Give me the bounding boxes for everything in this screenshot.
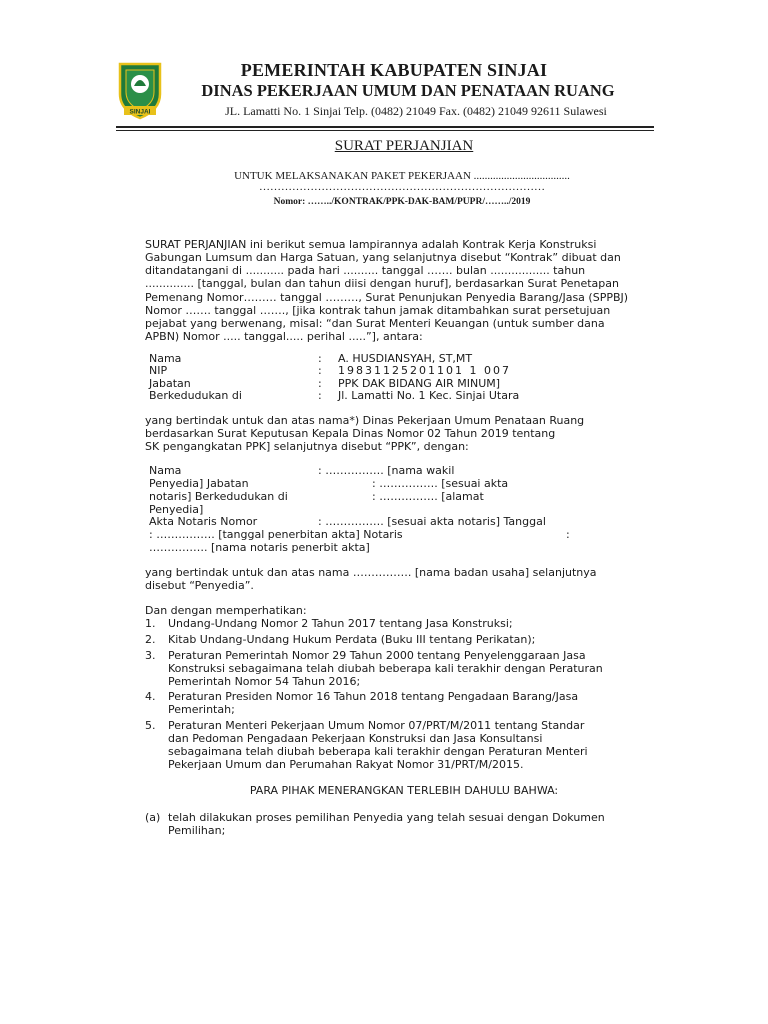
list-item-line: Pekerjaan Umum dan Perumahan Rakyat Nomor 31/PRT/M/2015.	[168, 758, 524, 771]
list-item-line: Undang-Undang Nomor 2 Tahun 2017 tentang Jasa Konstruksi;	[168, 617, 513, 630]
intro-line: Gabungan Lumsum dan Harga Satuan, yang selanjutnya disebut “Kontrak” dibuat dan	[145, 251, 621, 264]
intro-line: .............. [tanggal, bulan dan tahun diisi dengan huruf], berdasarkan Surat Penetapan	[145, 277, 619, 290]
colon: :	[318, 389, 322, 402]
clause-line: telah dilakukan proses pemilihan Penyedia yang telah sesuai dengan Dokumen	[168, 811, 605, 824]
colon: :	[318, 352, 322, 365]
list-item-line: Peraturan Menteri Pekerjaan Umum Nomor 07/PRT/M/2011 tentang Standar	[168, 719, 585, 732]
colon: :	[318, 364, 322, 377]
penyedia-jabatan-value: : ……………. [sesuai akta	[372, 477, 509, 490]
colon: :	[566, 528, 570, 541]
list-item-line: Pemerintah;	[168, 703, 235, 716]
package-line: UNTUK MELAKSANAKAN PAKET PEKERJAAN ...................................	[234, 170, 570, 182]
header-divider-thin	[116, 130, 654, 131]
ppk-jabatan-value: PPK DAK BIDANG AIR MINUM]	[338, 377, 501, 390]
logo-caption: SINJAI	[129, 108, 151, 116]
contract-number: Nomor: ……../KONTRAK/PPK-DAK-BAM/PUPR/……../2019	[273, 197, 531, 207]
penyedia-alamat-value: : ……………. [alamat	[372, 490, 484, 503]
list-item-line: Konstruksi sebagaimana telah diubah beberapa kali terakhir dengan Peraturan	[168, 662, 603, 675]
clause-line: Pemilihan;	[168, 824, 226, 837]
ppk-nama-label: Nama	[149, 352, 182, 365]
penyedia-akta-value: : ……………. [sesuai akta notaris] Tanggal	[318, 515, 546, 528]
penyedia-akta-label: Akta Notaris Nomor	[149, 515, 258, 528]
penyedia-text-line: disebut “Penyedia”.	[145, 579, 254, 592]
list-number: 3.	[145, 649, 156, 662]
list-number: 2.	[145, 633, 156, 646]
header-government-name: PEMERINTAH KABUPATEN SINJAI	[240, 60, 548, 80]
parties-heading: PARA PIHAK MENERANGKAN TERLEBIH DAHULU BAHWA:	[249, 784, 559, 797]
header-divider-thick	[116, 126, 654, 128]
clause-number: (a)	[145, 811, 161, 824]
colon: :	[318, 377, 322, 390]
penyedia-line: Penyedia]	[149, 503, 204, 516]
intro-line: pejabat yang berwenang, misal: “dan Surat Menteri Keuangan (untuk sumber dana	[145, 317, 605, 330]
list-number: 5.	[145, 719, 156, 732]
intro-line: Nomor ……. tanggal ……., [jika kontrak tahun jamak ditambahkan surat persetujuan	[145, 304, 611, 317]
ppk-line: SK pengangkatan PPK] selanjutnya disebut “PPK”, dengan:	[145, 440, 469, 453]
intro-line: SURAT PERJANJIAN ini berikut semua lampirannya adalah Kontrak Kerja Konstruksi	[145, 238, 597, 251]
ppk-line: berdasarkan Surat Keputusan Kepala Dinas Nomor 02 Tahun 2019 tentang	[145, 427, 556, 440]
ppk-nama-value: A. HUSDIANSYAH, ST,MT	[338, 352, 473, 365]
list-number: 1.	[145, 617, 156, 630]
ppk-jabatan-label: Jabatan	[149, 377, 191, 390]
intro-line: APBN) Nomor ..... tanggal..... perihal .....”], antara:	[145, 330, 423, 343]
package-name-blank: ……………………………………………………………………	[259, 181, 545, 193]
intro-line: ditandatangani di ........... pada hari .......... tanggal ……. bulan ................. tahun	[145, 264, 586, 277]
penyedia-nama-value: : ……………. [nama wakil	[318, 464, 455, 477]
ppk-berkedudukan-label: Berkedudukan di	[149, 389, 242, 402]
header-department-name: DINAS PEKERJAAN UMUM DAN PENATAAN RUANG	[201, 81, 615, 100]
ppk-line: yang bertindak untuk dan atas nama*) Dinas Pekerjaan Umum Penataan Ruang	[145, 414, 585, 427]
penyedia-jabatan-label: Penyedia] Jabatan	[149, 477, 249, 490]
ppk-nip-label: NIP	[149, 364, 168, 377]
considerations-heading: Dan dengan memperhatikan:	[145, 604, 307, 617]
list-item-line: Pemerintah Nomor 54 Tahun 2016;	[168, 675, 361, 688]
list-item-line: Kitab Undang-Undang Hukum Perdata (Buku III tentang Perikatan);	[168, 633, 536, 646]
list-item-line: sebagaimana telah diubah beberapa kali terakhir dengan Peraturan Menteri	[168, 745, 588, 758]
header-address: JL. Lamatti No. 1 Sinjai Telp. (0482) 21049 Fax. (0482) 21049 92611 Sulawesi	[225, 104, 607, 118]
ppk-berkedudukan-value: Jl. Lamatti No. 1 Kec. Sinjai Utara	[338, 389, 520, 402]
intro-line: Pemenang Nomor……… tanggal ………, Surat Penunjukan Penyedia Barang/Jasa (SPPBJ)	[145, 291, 629, 304]
list-item-line: Peraturan Presiden Nomor 16 Tahun 2018 tentang Pengadaan Barang/Jasa	[168, 690, 579, 703]
penyedia-tanggal-value: : ……………. [tanggal penerbitan akta] Notaris	[149, 528, 403, 541]
penyedia-text-line: yang bertindak untuk dan atas nama ……………. [nama badan usaha] selanjutnya	[145, 566, 597, 579]
list-item-line: dan Pedoman Pengadaan Pekerjaan Konstruksi dan Jasa Konsultansi	[168, 732, 543, 745]
list-item-line: Peraturan Pemerintah Nomor 29 Tahun 2000 tentang Penyelenggaraan Jasa	[168, 649, 586, 662]
document-title: SURAT PERJANJIAN	[334, 138, 474, 154]
ppk-nip-value: 19831125201101 1 007	[338, 364, 511, 377]
penyedia-notaris-value: ……………. [nama notaris penerbit akta]	[149, 541, 370, 554]
list-number: 4.	[145, 690, 156, 703]
penyedia-berkedudukan-label: notaris] Berkedudukan di	[149, 490, 288, 503]
penyedia-nama-label: Nama	[149, 464, 182, 477]
